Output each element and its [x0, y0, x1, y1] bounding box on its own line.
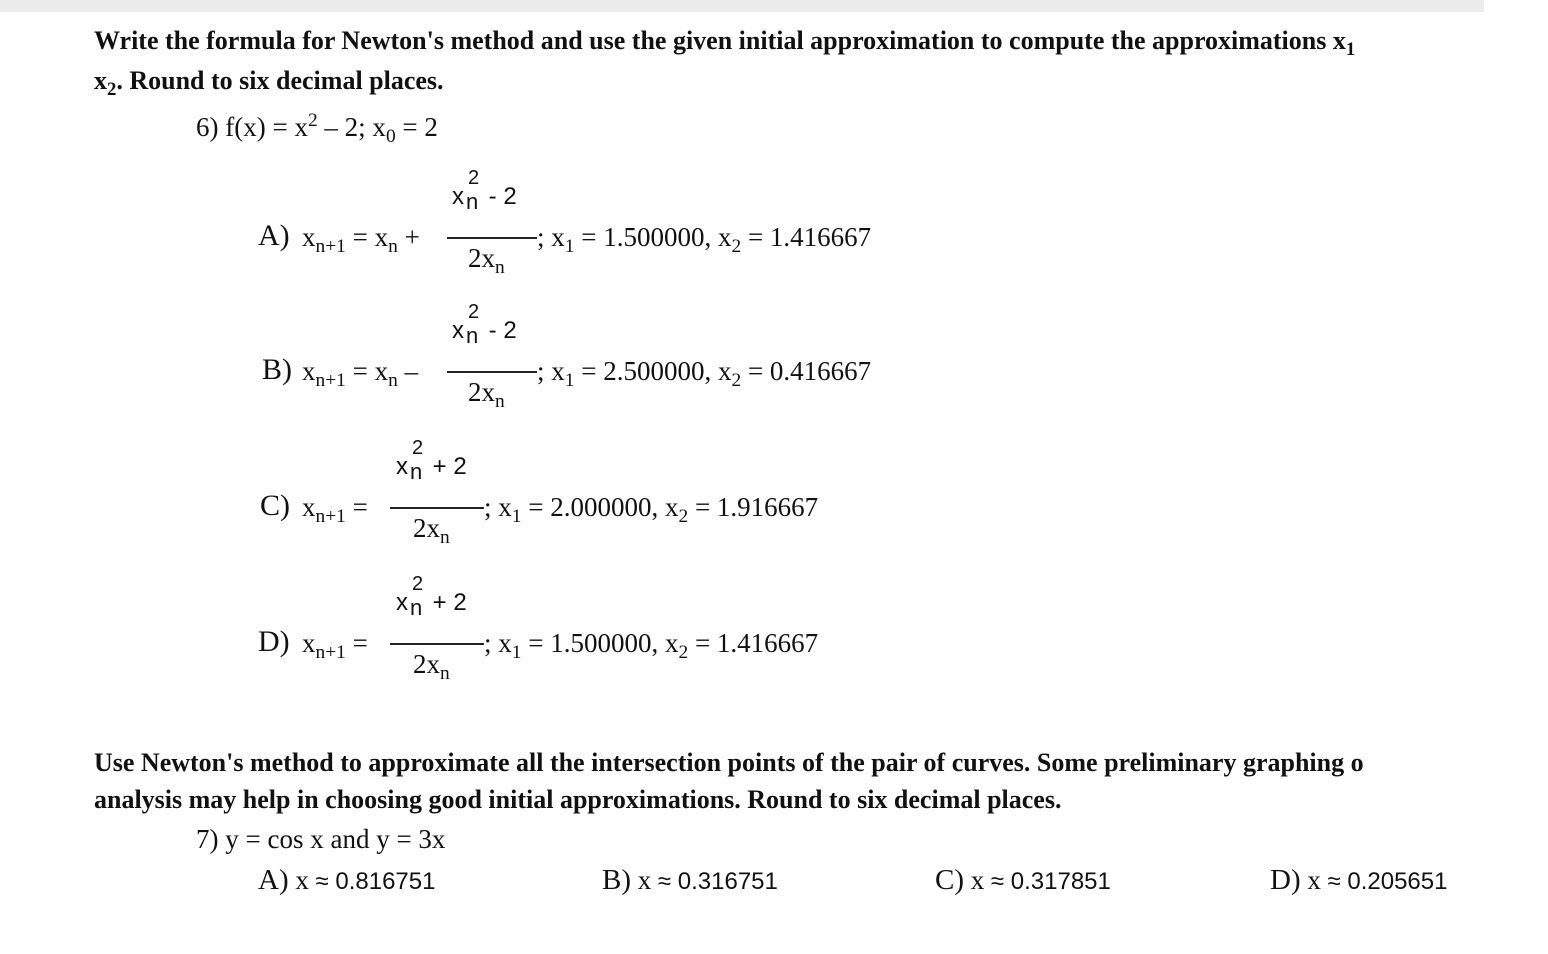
fraction-bar — [447, 371, 537, 373]
q7-option-d[interactable]: D) x ≈ 0.205651 — [1270, 864, 1448, 896]
option-values: ; $x_1 = 2.000000$, $x_2 = 1.916667$ — [484, 492, 819, 528]
option-lhs: $x_{n+1}$ = — [302, 628, 368, 664]
q6-problem: 6) $f(x) = x^2 - 2$; $x_0 = 2$ — [196, 110, 438, 148]
fraction-denominator: $2x_n$ — [413, 513, 450, 549]
q7-option-a[interactable]: A) x ≈ 0.816751 — [258, 864, 436, 896]
option-lhs: $x_{n+1}$ = — [302, 492, 368, 528]
q7-instruction-line2: analysis may help in choosing good initial approximations. Round to six decimal places. — [94, 785, 1062, 814]
fraction-bar — [390, 507, 484, 509]
q6-instruction-line2: $x_2$. Round to six decimal places. — [94, 66, 444, 100]
fraction-bar — [447, 237, 537, 239]
fraction-numerator: x 2 n - 2 — [452, 167, 517, 214]
q6-option-d[interactable] — [0, 571, 1484, 691]
q6-option-a[interactable] — [0, 165, 1484, 285]
q6-option-c[interactable] — [0, 435, 1484, 555]
option-label: C) — [260, 489, 290, 522]
q7-option-c[interactable]: C) x ≈ 0.317851 — [935, 864, 1111, 896]
fraction-numerator: x 2 n - 2 — [452, 301, 517, 348]
fraction-bar — [390, 643, 484, 645]
option-label: A) — [258, 219, 290, 252]
option-label: B) — [262, 353, 292, 386]
q6-instruction-line1: Write the formula for Newton's method and use the given initial approximation to compute the approximations $x_1$ — [94, 26, 1356, 60]
q7-option-b[interactable]: B) x ≈ 0.316751 — [602, 864, 778, 896]
option-lhs: $x_{n+1} = x_n$ – — [302, 356, 419, 392]
fraction-denominator: $2x_n$ — [468, 243, 505, 279]
fraction-numerator: x 2 n + 2 — [396, 437, 467, 484]
q7-instruction-line1: Use Newton's method to approximate all the intersection points of the pair of curves. Some preliminary graphing o — [94, 748, 1364, 777]
fraction-numerator: x 2 n + 2 — [396, 573, 467, 620]
option-values: ; $x_1 = 2.500000$, $x_2 = 0.416667$ — [537, 356, 872, 392]
option-lhs: $x_{n+1} = x_n$ + — [302, 222, 420, 258]
q6-option-b[interactable] — [0, 299, 1484, 419]
fraction-denominator: $2x_n$ — [413, 649, 450, 685]
option-values: ; $x_1 = 1.500000$, $x_2 = 1.416667$ — [484, 628, 819, 664]
right-margin — [1484, 0, 1548, 954]
fraction-denominator: $2x_n$ — [468, 377, 505, 413]
option-label: D) — [258, 625, 290, 658]
option-values: ; $x_1 = 1.500000$, $x_2 = 1.416667$ — [537, 222, 872, 258]
q7-problem: 7) y = cos x and y = 3x — [196, 824, 446, 854]
